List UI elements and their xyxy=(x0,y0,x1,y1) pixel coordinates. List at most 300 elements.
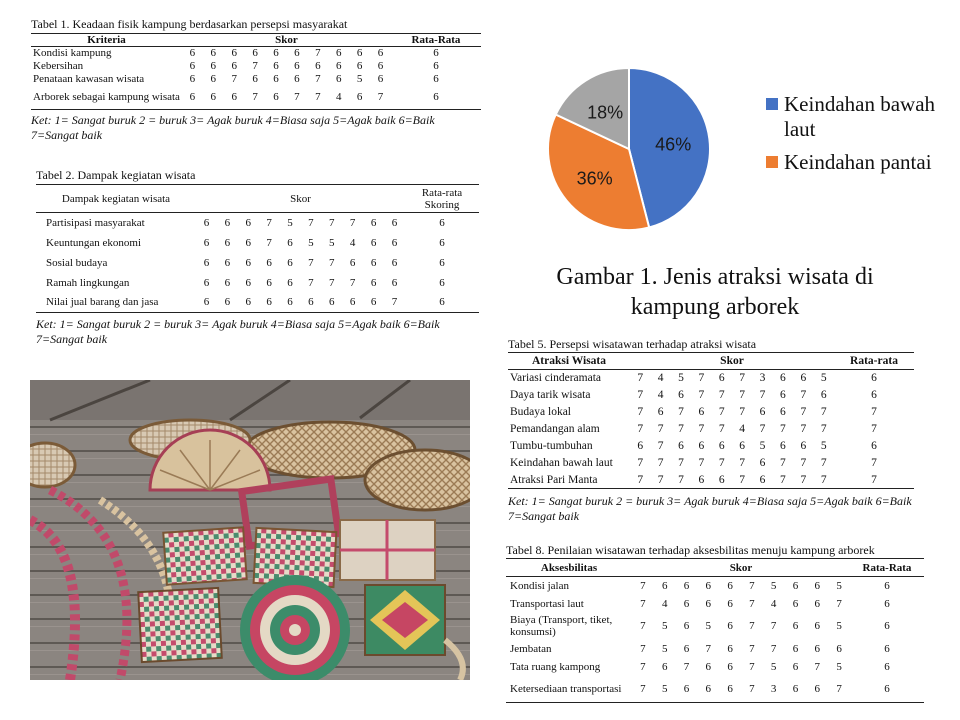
average-header: Rata-rata xyxy=(850,355,898,367)
table-row xyxy=(31,86,481,110)
table-row xyxy=(508,404,914,421)
legend-item-bawah-laut xyxy=(766,92,946,142)
score-cell: 5 xyxy=(356,73,363,85)
score-cell: 7 xyxy=(329,216,335,229)
score-cell: 7 xyxy=(678,406,684,418)
score-cell: 6 xyxy=(657,406,664,418)
figure-1-caption: Gambar 1. Jenis atraksi wisata di kampung arborek xyxy=(556,264,874,320)
score-cell: 7 xyxy=(640,660,646,673)
score-cell: 6 xyxy=(294,47,300,60)
score-cell: 6 xyxy=(287,256,293,269)
score-cell: 7 xyxy=(315,47,321,60)
score-cell: 7 xyxy=(749,597,755,610)
table-5-caption: Tabel 5. Persepsi wisatawan terhadap atraksi wisata xyxy=(508,337,757,351)
score-cell: 6 xyxy=(705,597,712,610)
score-cell: 7 xyxy=(739,389,746,401)
score-cell: 7 xyxy=(349,276,356,289)
score-cell: 6 xyxy=(210,47,217,60)
average-cell: 6 xyxy=(439,276,445,289)
average-cell: 6 xyxy=(884,660,890,673)
score-cell: 6 xyxy=(792,579,799,592)
score-cell: 6 xyxy=(370,236,377,249)
pie-data-label: 46% xyxy=(655,134,692,155)
table-5-header-row xyxy=(508,353,914,370)
score-cell: 6 xyxy=(189,60,196,72)
score-cell: 6 xyxy=(377,60,384,72)
score-cell: 6 xyxy=(349,296,356,309)
score-cell: 7 xyxy=(739,406,746,418)
score-cell: 6 xyxy=(287,236,293,249)
score-cell: 6 xyxy=(705,682,712,695)
average-cell: 6 xyxy=(871,372,877,385)
average-cell: 6 xyxy=(884,620,890,632)
score-cell: 7 xyxy=(308,276,314,289)
score-cell: 6 xyxy=(792,642,799,655)
score-cell: 7 xyxy=(678,423,684,435)
table-row xyxy=(508,438,914,455)
score-cell: 5 xyxy=(770,660,777,673)
score-cell: 6 xyxy=(224,256,231,269)
score-cell: 6 xyxy=(661,579,668,592)
score-cell: 7 xyxy=(657,473,664,486)
score-cell: 7 xyxy=(266,216,272,229)
score-cell: 7 xyxy=(749,660,755,673)
table-2-grid xyxy=(36,184,479,313)
average-header: Rata-rata Skoring xyxy=(421,186,463,211)
score-cell: 6 xyxy=(377,73,384,85)
table-row xyxy=(508,472,914,489)
average-cell: 6 xyxy=(433,47,439,60)
score-cell: 7 xyxy=(718,457,725,469)
average-cell: 6 xyxy=(871,440,877,452)
average-cell: 6 xyxy=(439,236,445,249)
pie-data-label: 36% xyxy=(576,168,613,189)
score-cell: 7 xyxy=(637,473,644,486)
score-cell: 7 xyxy=(770,620,777,632)
score-cell: 7 xyxy=(820,406,827,418)
score-cell: 6 xyxy=(335,73,342,85)
score-cell: 6 xyxy=(683,597,690,610)
average-cell: 6 xyxy=(871,389,877,401)
score-cell: 6 xyxy=(814,682,821,695)
score-cell: 6 xyxy=(273,73,279,85)
score-cell: 6 xyxy=(335,60,342,72)
score-cell: 6 xyxy=(245,276,251,289)
average-cell: 6 xyxy=(439,216,445,229)
table-2-header-row xyxy=(36,185,479,213)
score-cell: 6 xyxy=(189,73,196,85)
score-cell: 7 xyxy=(637,372,644,385)
table-row xyxy=(506,613,924,640)
table-1-header-row xyxy=(31,34,481,47)
average-cell: 7 xyxy=(871,423,877,435)
score-cell: 6 xyxy=(224,236,231,249)
table-row xyxy=(506,595,924,613)
score-cell: 6 xyxy=(189,91,196,104)
score-cell: 7 xyxy=(739,473,746,486)
average-cell: 6 xyxy=(884,597,890,610)
score-cell: 7 xyxy=(640,642,646,655)
score-cell: 7 xyxy=(637,423,644,435)
score-cell: 6 xyxy=(287,296,293,309)
score-cell: 5 xyxy=(661,620,668,632)
row-label: Pemandangan alam xyxy=(510,423,600,435)
row-label: Ramah lingkungan xyxy=(46,276,130,289)
score-cell: 6 xyxy=(377,47,384,60)
score-cell: 5 xyxy=(308,236,314,249)
table-1-grid xyxy=(31,33,481,110)
score-cell: 6 xyxy=(391,276,398,289)
score-cell: 7 xyxy=(678,457,684,469)
score-cell: 5 xyxy=(820,372,827,385)
score-cell: 6 xyxy=(678,440,684,452)
score-cell: 6 xyxy=(727,579,733,592)
table-row xyxy=(508,421,914,438)
table-row xyxy=(36,233,479,253)
average-cell: 7 xyxy=(871,457,877,469)
score-cell: 7 xyxy=(749,642,755,655)
row-label: Atraksi Pari Manta xyxy=(510,473,598,486)
table-2-caption: Tabel 2. Dampak kegiatan wisata xyxy=(36,168,196,182)
score-cell: 5 xyxy=(705,620,712,632)
score-cell: 7 xyxy=(657,457,664,469)
score-cell: 7 xyxy=(814,660,821,673)
table-row xyxy=(36,253,479,273)
score-cell: 6 xyxy=(189,47,196,60)
score-cell: 6 xyxy=(698,473,705,486)
score-cell: 6 xyxy=(780,440,786,452)
score-cell: 7 xyxy=(820,457,827,469)
average-cell: 6 xyxy=(439,296,445,309)
row-label: Ketersediaan transportasi xyxy=(510,682,622,695)
score-cell: 7 xyxy=(820,423,827,435)
score-cell: 6 xyxy=(727,620,733,632)
row-label: Keindahan bawah laut xyxy=(510,457,613,469)
table-2-note: Ket: 1= Sangat buruk 2 = buruk 3= Agak buruk 4=Biasa saja 5=Agak baik 6=Baik 7=Sangat baik xyxy=(36,317,440,346)
score-cell: 7 xyxy=(780,473,786,486)
score-cell: 5 xyxy=(836,620,842,632)
score-cell: 5 xyxy=(661,642,668,655)
score-cell: 6 xyxy=(210,60,217,72)
score-cell: 6 xyxy=(356,91,363,104)
score-cell: 7 xyxy=(759,423,766,435)
score-cell: 4 xyxy=(657,389,664,401)
score-cell: 6 xyxy=(727,642,733,655)
row-label: Kondisi kampung xyxy=(33,47,112,60)
score-cell: 6 xyxy=(335,47,342,60)
score-cell: 6 xyxy=(231,91,237,104)
table-8-header-row xyxy=(506,559,924,577)
table-1-body xyxy=(31,47,481,110)
score-cell: 6 xyxy=(820,389,827,401)
score-cell: 6 xyxy=(678,389,684,401)
score-cell: 5 xyxy=(661,682,668,695)
row-label: Daya tarik wisata xyxy=(510,389,591,401)
criteria-header: Atraksi Wisata xyxy=(531,355,606,367)
score-cell: 7 xyxy=(820,473,827,486)
score-cell: 6 xyxy=(315,60,321,72)
score-cell: 6 xyxy=(792,682,799,695)
score-cell: 6 xyxy=(224,276,231,289)
photo-illustration xyxy=(30,380,470,680)
table-row xyxy=(31,73,481,86)
score-cell: 6 xyxy=(203,216,210,229)
score-cell: 5 xyxy=(836,579,842,592)
table-2-body xyxy=(36,213,479,313)
score-cell: 6 xyxy=(836,642,842,655)
score-cell: 6 xyxy=(245,296,251,309)
score-cell: 7 xyxy=(749,620,755,632)
score-cell: 6 xyxy=(224,296,231,309)
chart-legend xyxy=(766,92,946,183)
score-cell: 6 xyxy=(370,256,377,269)
score-cell: 6 xyxy=(203,236,210,249)
score-cell: 6 xyxy=(266,276,272,289)
score-cell: 6 xyxy=(792,660,799,673)
score-cell: 5 xyxy=(759,440,766,452)
criteria-header: Aksesbilitas xyxy=(540,561,598,574)
score-cell: 6 xyxy=(308,296,314,309)
row-label: Partisipasi masyarakat xyxy=(46,216,145,229)
score-header: Skor xyxy=(290,192,311,205)
table-row xyxy=(506,640,924,658)
score-cell: 6 xyxy=(294,73,300,85)
score-cell: 5 xyxy=(329,236,335,249)
score-cell: 5 xyxy=(678,372,684,385)
table-row xyxy=(508,370,914,387)
score-cell: 7 xyxy=(718,423,725,435)
table-row xyxy=(31,47,481,60)
score-cell: 6 xyxy=(370,276,377,289)
score-header: Skor xyxy=(720,355,744,367)
score-cell: 7 xyxy=(739,372,746,385)
score-cell: 6 xyxy=(780,372,786,385)
score-cell: 7 xyxy=(698,389,705,401)
score-cell: 7 xyxy=(640,597,646,610)
score-cell: 6 xyxy=(245,236,251,249)
score-cell: 6 xyxy=(705,660,712,673)
legend-label: Keindahan bawah laut xyxy=(784,92,936,141)
score-cell: 7 xyxy=(836,597,842,610)
row-label: Variasi cinderamata xyxy=(510,372,601,385)
score-cell: 6 xyxy=(203,256,210,269)
table-5-grid xyxy=(508,352,914,489)
score-cell: 6 xyxy=(252,73,258,85)
score-cell: 6 xyxy=(252,47,258,60)
score-cell: 6 xyxy=(792,597,799,610)
score-cell: 7 xyxy=(718,389,725,401)
score-cell: 7 xyxy=(770,642,777,655)
table-8-grid xyxy=(506,558,924,703)
score-cell: 6 xyxy=(727,682,733,695)
table-row xyxy=(36,273,479,293)
average-cell: 6 xyxy=(433,60,439,72)
score-cell: 6 xyxy=(814,597,821,610)
pie-data-label: 18% xyxy=(587,102,624,123)
score-cell: 7 xyxy=(315,91,321,104)
row-label: Kondisi jalan xyxy=(510,579,569,592)
score-cell: 5 xyxy=(287,216,293,229)
average-header: Rata-Rata xyxy=(411,34,461,46)
score-cell: 6 xyxy=(287,276,293,289)
score-cell: 7 xyxy=(698,423,705,435)
score-cell: 6 xyxy=(370,296,377,309)
score-cell: 6 xyxy=(273,91,279,104)
score-cell: 7 xyxy=(705,642,712,655)
score-cell: 6 xyxy=(759,457,766,469)
score-cell: 6 xyxy=(705,579,712,592)
score-cell: 7 xyxy=(698,457,705,469)
score-cell: 6 xyxy=(683,682,690,695)
score-cell: 7 xyxy=(836,682,842,695)
score-cell: 6 xyxy=(727,597,733,610)
table-2 xyxy=(36,168,479,347)
criteria-header: Kriteria xyxy=(87,34,126,46)
score-cell: 7 xyxy=(718,406,725,418)
average-cell: 6 xyxy=(884,642,890,655)
score-cell: 7 xyxy=(308,256,314,269)
average-cell: 7 xyxy=(871,473,877,486)
table-5-note: Ket: 1= Sangat buruk 2 = buruk 3= Agak buruk 4=Biasa saja 5=Agak baik 6=Baik 7=Sangat baik xyxy=(508,494,912,523)
score-cell: 7 xyxy=(391,296,398,309)
score-cell: 6 xyxy=(792,620,799,632)
score-cell: 7 xyxy=(739,457,746,469)
row-label: Arborek sebagai kampung wisata xyxy=(33,91,180,104)
score-cell: 6 xyxy=(273,47,279,60)
legend-swatch-pantai xyxy=(766,156,778,168)
row-label: Transportasi laut xyxy=(510,597,584,610)
score-cell: 4 xyxy=(657,372,664,385)
score-cell: 4 xyxy=(770,597,777,610)
score-cell: 6 xyxy=(266,296,272,309)
row-label: Jembatan xyxy=(510,642,552,655)
score-cell: 6 xyxy=(718,440,725,452)
average-cell: 7 xyxy=(871,406,877,418)
score-cell: 6 xyxy=(203,296,210,309)
score-cell: 7 xyxy=(678,473,684,486)
table-5-body xyxy=(508,370,914,489)
score-cell: 6 xyxy=(759,406,766,418)
score-cell: 6 xyxy=(718,473,725,486)
score-cell: 6 xyxy=(224,216,231,229)
score-cell: 6 xyxy=(800,440,807,452)
score-cell: 3 xyxy=(759,372,766,385)
table-row xyxy=(506,658,924,676)
score-cell: 4 xyxy=(335,91,342,104)
score-cell: 3 xyxy=(770,682,777,695)
table-1-caption: Tabel 1. Keadaan fisik kampung berdasarkan persepsi masyarakat xyxy=(31,17,348,31)
table-8-body xyxy=(506,577,924,703)
score-cell: 4 xyxy=(661,597,668,610)
score-cell: 6 xyxy=(683,642,690,655)
score-cell: 6 xyxy=(698,406,705,418)
table-1 xyxy=(31,17,481,143)
table-8-caption: Tabel 8. Penilaian wisatawan terhadap aksesbilitas menuju kampung arborek xyxy=(506,543,875,557)
score-cell: 6 xyxy=(727,660,733,673)
score-cell: 7 xyxy=(294,91,300,104)
score-cell: 5 xyxy=(770,579,777,592)
score-cell: 6 xyxy=(294,60,300,72)
score-cell: 6 xyxy=(349,256,356,269)
score-cell: 7 xyxy=(800,457,807,469)
table-row xyxy=(508,455,914,472)
score-cell: 6 xyxy=(800,372,807,385)
score-cell: 6 xyxy=(718,372,725,385)
score-cell: 7 xyxy=(683,660,690,673)
row-label: Biaya (Transport, tiket, konsumsi) xyxy=(510,614,613,638)
score-cell: 7 xyxy=(637,389,644,401)
average-cell: 6 xyxy=(433,73,439,85)
score-cell: 6 xyxy=(356,47,363,60)
legend-swatch-bawah-laut xyxy=(766,98,778,110)
score-cell: 7 xyxy=(377,91,384,104)
score-cell: 7 xyxy=(640,682,646,695)
score-cell: 7 xyxy=(637,457,644,469)
woven-handicraft-photo xyxy=(30,380,470,680)
row-label: Sosial budaya xyxy=(46,256,108,269)
score-cell: 6 xyxy=(203,276,210,289)
pie-chart xyxy=(546,66,712,232)
table-1-note: Ket: 1= Sangat buruk 2 = buruk 3= Agak buruk 4=Biasa saja 5=Agak baik 6=Baik 7=Sangat baik xyxy=(31,113,435,142)
score-cell: 6 xyxy=(780,389,786,401)
score-cell: 6 xyxy=(637,440,644,452)
score-cell: 6 xyxy=(210,91,217,104)
legend-label: Keindahan pantai xyxy=(784,150,932,174)
score-cell: 7 xyxy=(349,216,356,229)
row-label: Kebersihan xyxy=(33,60,84,72)
score-header: Skor xyxy=(729,561,753,574)
table-8 xyxy=(506,543,924,703)
score-cell: 7 xyxy=(231,73,237,85)
score-cell: 6 xyxy=(814,620,821,632)
score-cell: 6 xyxy=(683,579,690,592)
score-cell: 7 xyxy=(266,236,272,249)
score-cell: 6 xyxy=(273,60,279,72)
row-label: Penataan kawasan wisata xyxy=(33,73,145,85)
pie-chart-svg xyxy=(546,66,712,232)
score-cell: 7 xyxy=(749,682,755,695)
score-cell: 6 xyxy=(698,440,705,452)
score-cell: 7 xyxy=(252,91,258,104)
score-cell: 4 xyxy=(349,236,356,249)
legend-item-pantai xyxy=(766,150,946,175)
score-cell: 5 xyxy=(820,440,827,452)
score-cell: 6 xyxy=(391,256,398,269)
score-cell: 6 xyxy=(814,579,821,592)
table-row xyxy=(506,676,924,703)
table-row xyxy=(506,577,924,595)
score-cell: 6 xyxy=(780,406,786,418)
table-row xyxy=(36,293,479,313)
row-label: Tata ruang kampong xyxy=(510,660,601,673)
table-5 xyxy=(508,337,914,524)
score-cell: 7 xyxy=(640,620,646,632)
score-cell: 7 xyxy=(640,579,646,592)
score-cell: 7 xyxy=(800,389,807,401)
score-cell: 6 xyxy=(210,73,217,85)
criteria-header: Dampak kegiatan wisata xyxy=(61,192,171,205)
score-cell: 7 xyxy=(657,440,664,452)
score-cell: 6 xyxy=(245,256,251,269)
average-cell: 6 xyxy=(439,256,445,269)
score-cell: 6 xyxy=(266,256,272,269)
table-row xyxy=(31,60,481,73)
score-cell: 7 xyxy=(308,216,314,229)
row-label: Nilai jual barang dan jasa xyxy=(46,296,159,309)
score-cell: 6 xyxy=(356,60,363,72)
row-label: Keuntungan ekonomi xyxy=(46,236,142,249)
score-cell: 7 xyxy=(759,389,766,401)
